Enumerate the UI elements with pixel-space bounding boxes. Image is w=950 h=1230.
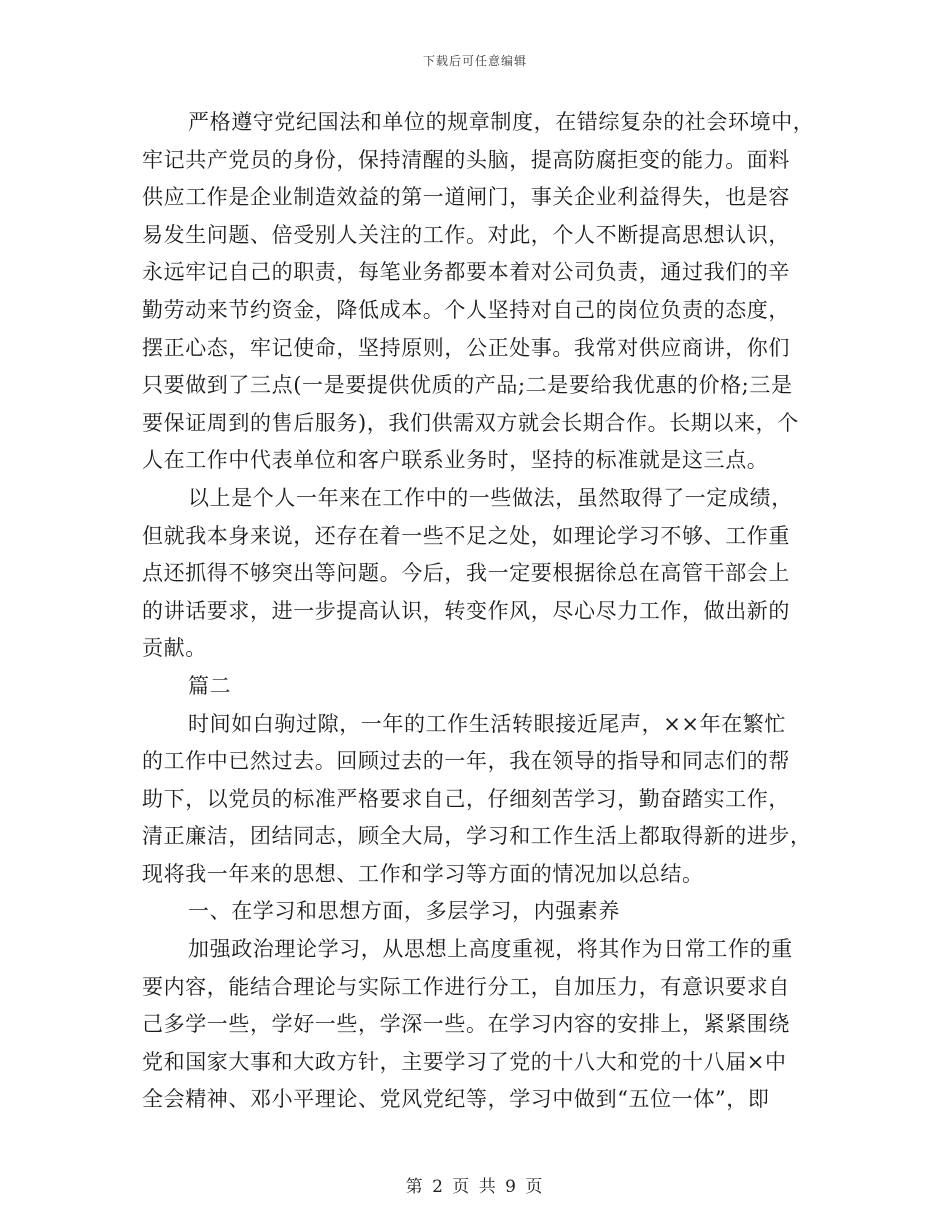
text-line: 点还抓得不够突出等问题。今后，我一定要根据徐总在高管干部会上 xyxy=(142,561,790,586)
text-line: 贡献。 xyxy=(142,636,207,661)
text-line: 要内容，能结合理论与实际工作进行分工，自加压力，有意识要求自 xyxy=(142,974,790,999)
page-number-footer: 第 2 页 共 9 页 xyxy=(405,1177,545,1197)
text-line: 清正廉洁，团结同志，顾全大局，学习和工作生活上都取得新的进步， xyxy=(142,824,812,849)
text-line: 加强政治理论学习，从思想上高度重视，将其作为日常工作的重 xyxy=(188,937,793,962)
text-line: 全会精神、邓小平理论、党风党纪等，学习中做到“五位一体”，即 xyxy=(142,1087,770,1112)
paragraph-1 xyxy=(142,104,815,480)
text-line: 时间如白驹过隙，一年的工作生活转眼接近尾声，××年在繁忙 xyxy=(188,711,786,736)
text-line: 但就我本身来说，还存在着一些不足之处，如理论学习不够、工作重 xyxy=(142,523,790,548)
text-line: 供应工作是企业制造效益的第一道闸门，事关企业利益得失，也是容 xyxy=(142,185,790,210)
text-line: 永远牢记自己的职责，每笔业务都要本着对公司负责，通过我们的辛 xyxy=(142,260,790,285)
text-line: 牢记共产党员的身份，保持清醒的头脑，提高防腐拒变的能力。面料 xyxy=(142,147,790,172)
text-line: 己多学一些，学好一些，学深一些。在学习内容的安排上，紧紧围绕 xyxy=(142,1012,790,1037)
paragraph-4 xyxy=(142,931,810,1119)
text-line: 篇二 xyxy=(188,673,232,698)
text-line: 党和国家大事和大政方针，主要学习了党的十八大和党的十八届×中 xyxy=(142,1049,787,1074)
text-line: 的讲话要求，进一步提高认识，转变作风，尽心尽力工作，做出新的 xyxy=(142,598,790,623)
text-line: 易发生问题、倍受别人关注的工作。对此，个人不断提高思想认识， xyxy=(142,222,790,247)
text-line: 助下，以党员的标准严格要求自己，仔细刻苦学习，勤奋踏实工作， xyxy=(142,786,790,811)
page-header: 下载后可任意编辑 xyxy=(422,54,527,68)
text-line: 以上是个人一年来在工作中的一些做法，虽然取得了一定成绩， xyxy=(188,485,793,510)
subsection-heading xyxy=(142,893,810,931)
section-heading-part-two xyxy=(142,668,810,706)
text-line: 的工作中已然过去。回顾过去的一年，我在领导的指导和同志们的帮 xyxy=(142,749,790,774)
text-line: 严格遵守党纪国法和单位的规章制度，在错综复杂的社会环境中， xyxy=(188,110,815,134)
text-line: 摆正心态，牢记使命，坚持原则，公正处事。我常对供应商讲，你们 xyxy=(142,335,790,360)
document-body xyxy=(142,104,815,1119)
text-line: 人在工作中代表单位和客户联系业务时，坚持的标准就是这三点。 xyxy=(142,448,769,473)
paragraph-3 xyxy=(142,706,810,894)
text-line: 现将我一年来的思想、工作和学习等方面的情况加以总结。 xyxy=(142,861,704,886)
text-line: 勤劳动来节约资金，降低成本。个人坚持对自己的岗位负责的态度， xyxy=(142,297,790,322)
text-line: 只要做到了三点(一是要提供优质的产品;二是要给我优惠的价格;三是 xyxy=(142,373,793,398)
text-line: 一、在学习和思想方面，多层学习，内强素养 xyxy=(188,899,620,924)
text-line: 要保证周到的售后服务)，我们供需双方就会长期合作。长期以来，个 xyxy=(142,410,799,435)
paragraph-2 xyxy=(142,480,810,668)
